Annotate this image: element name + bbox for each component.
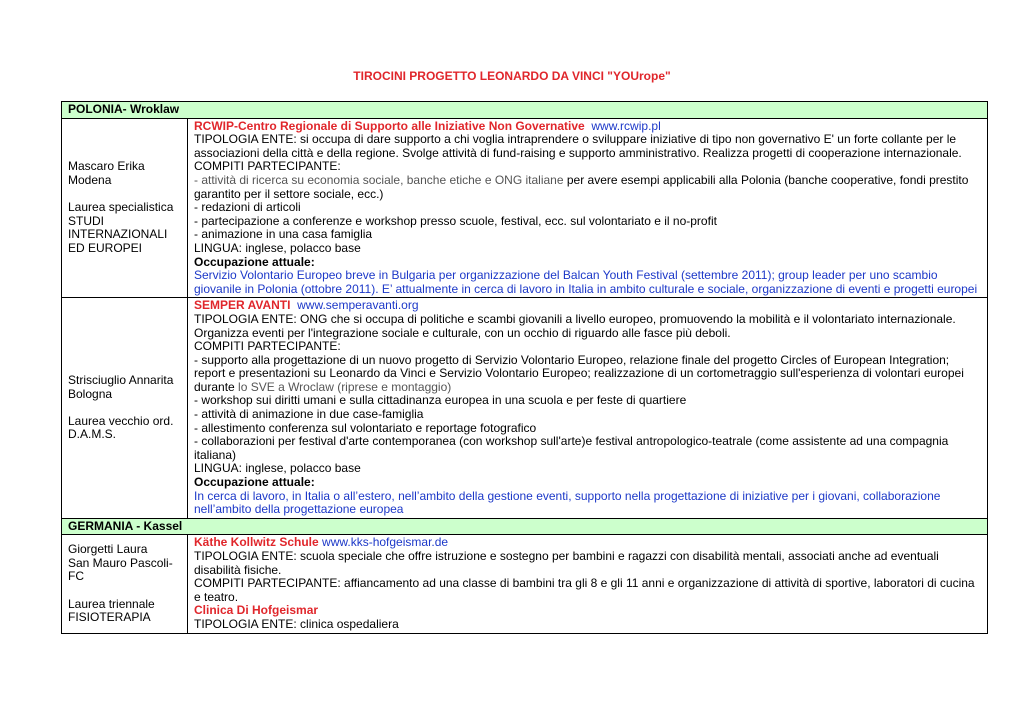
- tasks-description: COMPITI PARTECIPANTE: affiancamento ad una classe di bambini tra gli 8 e gli 11 anni e organizzazione di attività di sportive, laboratori di cucina e teatro.: [194, 576, 975, 604]
- participant-degree: Laurea triennale: [68, 596, 155, 611]
- task-item: - attività di ricerca su economia sociale, banche etiche e ONG italiane: [194, 172, 564, 187]
- organization-name: RCWIP-Centro Regionale di Supporto alle Iniziative Non Governative: [194, 118, 585, 133]
- organization-type-2: TIPOLOGIA ENTE: clinica ospedaliera: [194, 616, 399, 631]
- task-item: - partecipazione a conferenze e workshop presso scuole, festival, ecc. sul volontariato e il no-profit: [194, 213, 717, 228]
- details-cell: [188, 118, 988, 298]
- organization-link[interactable]: www.rcwip.pl: [591, 118, 661, 133]
- language-info: LINGUA: inglese, polacco base: [194, 461, 361, 476]
- region-label: POLONIA- Wroklaw: [62, 102, 988, 119]
- participant-city: Bologna: [68, 386, 113, 401]
- details-cell: [188, 535, 988, 633]
- organization-link[interactable]: www.kks-hofgeismar.de: [322, 535, 449, 550]
- participant-degree: Laurea vecchio ord.: [68, 413, 174, 428]
- task-item-rest: per avere esempi applicabili alla Polonia (banche cooperative, fondi prestito garantito per il settore sociale, ecc.): [194, 172, 969, 201]
- task-item: - attività di animazione in due case-famiglia: [194, 407, 424, 422]
- participant-name: Mascaro Erika: [68, 159, 145, 174]
- participant-cell: [62, 298, 188, 519]
- participant-name: Strisciuglio Annarita: [68, 373, 174, 388]
- language-info: LINGUA: inglese, polacco base: [194, 240, 361, 255]
- internship-table: [61, 101, 988, 634]
- current-occupation: Servizio Volontario Europeo breve in Bulgaria per organizzazione del Balcan Youth Festival (settembre 2011); group leader per uno scambio giovanile in Polonia (ottobre 2011). E’ attualmente in cerca di lavoro in Italia in ambito culturale e sociale, organizzazione di eventi e progetti europei: [194, 268, 978, 296]
- organization-link[interactable]: www.semperavanti.org: [297, 298, 419, 313]
- current-occupation-label: Occupazione attuale:: [194, 254, 315, 269]
- region-row-polonia: [62, 102, 988, 119]
- participant-degree-field: D.A.M.S.: [68, 427, 117, 442]
- participant-degree-field: FISIOTERAPIA: [68, 610, 151, 625]
- region-row-germania: [62, 518, 988, 535]
- participant-degree-field: STUDI: [68, 213, 104, 228]
- participant-degree-field: ED EUROPEI: [68, 240, 143, 255]
- participant-city: Modena: [68, 172, 112, 187]
- table-row: [62, 535, 988, 633]
- task-item-rest: lo SVE a Wroclaw (riprese e montaggio): [238, 379, 452, 394]
- task-item: - supporto alla progettazione di un nuovo progetto di Servizio Volontario Europeo, relazione finale del progetto Circles of European Integration; report e presentazioni su Leonardo da Vinci e Servizio Volontario Europeo; realizzazione di un cortometraggio sull'esperienza di volontari europei durante: [194, 352, 964, 394]
- organization-name: Käthe Kollwitz Schule: [194, 535, 319, 550]
- participant-cell: [62, 535, 188, 633]
- task-item: - animazione in una casa famiglia: [194, 227, 373, 242]
- organization-type: TIPOLOGIA ENTE: scuola speciale che offre istruzione e sostegno per bambini e ragazzi con disabilità mentali, associati anche ad eventuali disabilità fisiche.: [194, 549, 939, 577]
- organization-type: TIPOLOGIA ENTE: si occupa di dare supporto a chi voglia intraprendere o sviluppare iniziative di tipo non governativo E' un forte collante per le associazioni della città e della regione. Svolge attività di fund-raising e supporto amministrativo. Realizza progetti di cooperazione internazionale.: [194, 132, 962, 160]
- participant-city: FC: [68, 569, 84, 584]
- tasks-label: COMPITI PARTECIPANTE:: [194, 339, 341, 354]
- table-row: [62, 118, 988, 298]
- organization-name: SEMPER AVANTI: [194, 298, 291, 313]
- task-item: - workshop sui diritti umani e sulla cittadinanza europea in una scuola e per feste di quartiere: [194, 393, 687, 408]
- participant-cell: [62, 118, 188, 298]
- task-item: - allestimento conferenza sul volontariato e reportage fotografico: [194, 420, 537, 435]
- region-label: GERMANIA - Kassel: [62, 518, 988, 535]
- organization-name-2: Clinica Di Hofgeismar: [194, 603, 319, 618]
- task-item: - redazioni di articoli: [194, 200, 301, 215]
- participant-degree-field: INTERNAZIONALI: [68, 227, 168, 242]
- document-title: TIROCINI PROGETTO LEONARDO DA VINCI "YOUrope": [353, 69, 671, 83]
- participant-city: San Mauro Pascoli-: [68, 555, 173, 570]
- participant-degree: Laurea specialistica: [68, 200, 174, 215]
- details-cell: [188, 298, 988, 519]
- current-occupation: In cerca di lavoro, in Italia o all’estero, nell’ambito della gestione eventi, supporto nella progettazione di iniziative per i giovani, collaborazione nell’ambito della progettazione europea: [194, 488, 941, 517]
- current-occupation-label: Occupazione attuale:: [194, 475, 315, 490]
- organization-type: TIPOLOGIA ENTE: ONG che si occupa di politiche e scambi giovanili a livello europeo, promuovendo la mobilità e il volontariato internazionale. Organizza eventi per l'integrazione sociale e culturale, con un occhio di riguardo alle fasce più deboli.: [194, 311, 956, 340]
- participant-name: Giorgetti Laura: [68, 542, 148, 557]
- tasks-label: COMPITI PARTECIPANTE:: [194, 159, 341, 174]
- task-item: - collaborazioni per festival d'arte contemporanea (con workshop sull'arte)e festival antropologico-teatrale (come assistente ad una compagnia italiana): [194, 434, 949, 462]
- table-row: [62, 298, 988, 519]
